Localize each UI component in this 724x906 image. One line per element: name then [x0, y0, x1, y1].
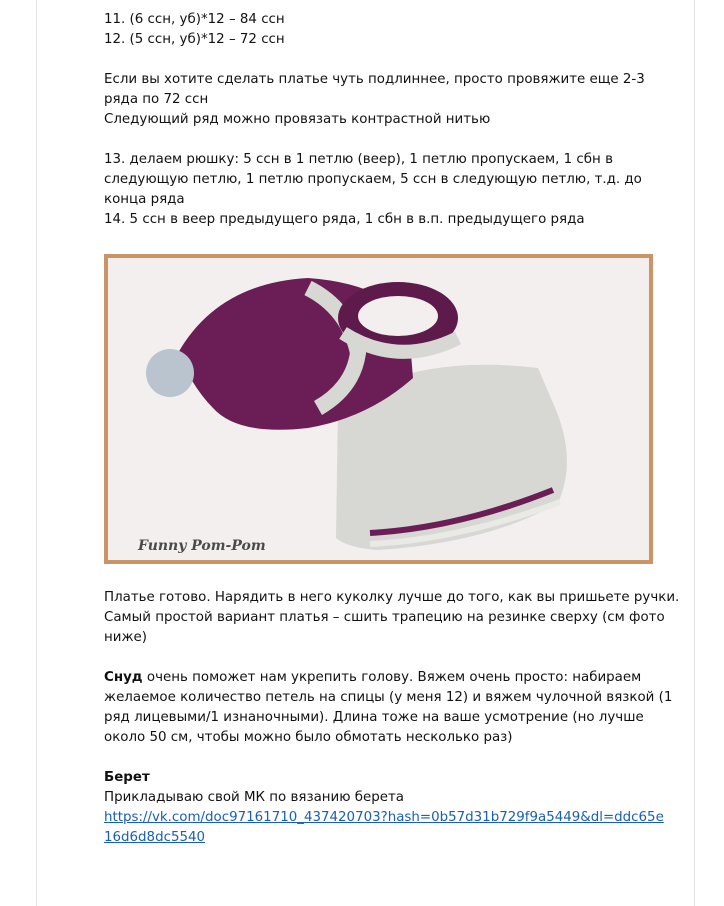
snood-line-2: желаемое количество петель на спицы (у меня 12) и вяжем чулочной вязкой (1 [104, 690, 673, 705]
row-13-line-2: следующую петлю, 1 петлю пропускаем, 5 ссн в следующую петлю, т.д. до [104, 172, 642, 187]
knitted-hat-and-dress-photo [108, 258, 649, 560]
row-14: 14. 5 ссн в веер предыдущего ряда, 1 сбн в в.п. предыдущего ряда [104, 212, 585, 227]
note-line-2: ряда по 72 ссн [104, 92, 209, 107]
dress-ready-line-3: ниже) [104, 630, 147, 645]
instructions-bottom [104, 588, 684, 848]
dress-ready-line-1: Платье готово. Нарядить в него куколку лучше до того, как вы пришьете ручки. [104, 590, 680, 605]
note-line-1: Если вы хотите сделать платье чуть подлиннее, просто провяжите еще 2-3 [104, 72, 645, 87]
snood-ring-inner [358, 296, 438, 336]
snood-title: Снуд [104, 670, 143, 685]
watermark: Funny Pom-Pom [138, 538, 266, 554]
row-13-line-1: 13. делаем рюшку: 5 ссн в 1 петлю (веер), 1 петлю пропускаем, 1 сбн в [104, 152, 613, 167]
row-11: 11. (6 ссн, уб)*12 – 84 ссн [104, 12, 285, 27]
snood-line-4: около 50 см, чтобы можно было обмотать несколько раз) [104, 730, 513, 745]
snood-line-1-rest: очень поможет нам укрепить голову. Вяжем очень просто: набираем [142, 670, 642, 685]
row-13-line-3: конца ряда [104, 192, 185, 207]
beret-line-1: Прикладываю свой МК по вязанию берета [104, 790, 405, 805]
dress-ready-line-2: Самый простой вариант платья – сшить трапецию на резинке сверху (см фото [104, 610, 665, 625]
beret-link-line-2[interactable]: 16d6d8dc5540 [104, 830, 206, 845]
beret-link-line-1[interactable]: https://vk.com/doc97161710_437420703?hash=0b57d31b729f9a5449&dl=ddc65e [104, 810, 664, 825]
beret-title: Берет [104, 770, 150, 785]
snood-line-3: ряд лицевыми/1 изнаночными). Длина тоже на ваше усмотрение (но лучше [104, 710, 644, 725]
page-margin-left [36, 0, 37, 906]
row-12: 12. (5 ссн, уб)*12 – 72 ссн [104, 32, 285, 47]
page-margin-right [694, 0, 695, 906]
pompom [146, 349, 194, 397]
photo-illustration [108, 258, 649, 560]
instructions-top [104, 10, 684, 230]
photo-frame [104, 254, 653, 564]
note-line-3: Следующий ряд можно провязать контрастной нитью [104, 112, 491, 127]
snood-line-1 [104, 668, 684, 688]
